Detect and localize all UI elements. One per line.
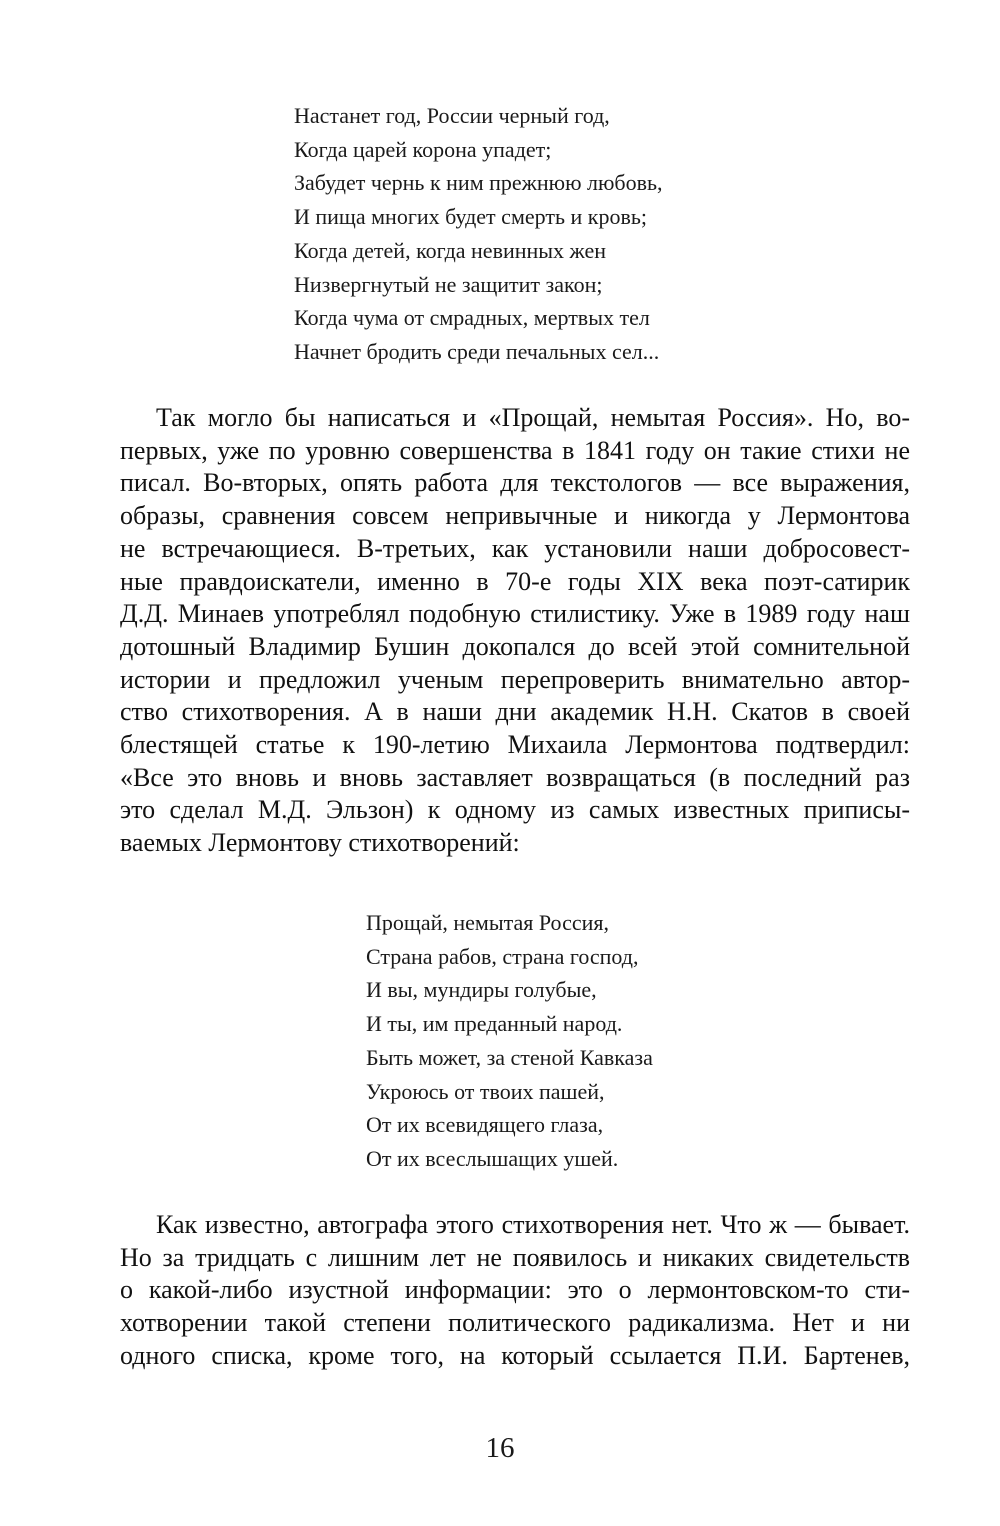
poem-line: От их всеслышащих ушей. bbox=[366, 1145, 619, 1171]
paragraph-line: ваемых Лермонтову стихотворений: bbox=[120, 828, 520, 858]
poem-line: Когда детей, когда невинных жен bbox=[294, 237, 607, 263]
paragraph-line: Как известно, автографа этого стихотворения нет. Что ж — бывает. bbox=[156, 1210, 910, 1239]
poem-line: И ты, им преданный народ. bbox=[366, 1011, 623, 1037]
paragraph-line: Но за тридцать с лишним лет не появилось и никаких свидетельств bbox=[120, 1242, 910, 1272]
paragraph-line: ные правдоискатели, именно в 70-е годы XIX века поэт-сатирик bbox=[120, 566, 910, 596]
poem-line: Низвергнутый не защитит закон; bbox=[294, 271, 603, 297]
poem-stanza-second bbox=[366, 906, 653, 1176]
poem-line: И вы, мундиры голубые, bbox=[366, 977, 597, 1003]
paragraph-line: блестящей статье к 190-летию Михаила Лермонтова подтвердил: bbox=[120, 730, 910, 760]
paragraph-line: не встречающиеся. В-третьих, как установили наши добросовест- bbox=[120, 533, 910, 563]
paragraph-line: ство стихотворения. А в наши дни академик Н.Н. Скатов в своей bbox=[120, 697, 910, 727]
page-number: 16 bbox=[485, 1432, 515, 1464]
paragraph-line: первых, уже по уровню совершенства в 1841 году он такие стихи не bbox=[120, 435, 910, 465]
poem-line: От их всевидящего глаза, bbox=[366, 1112, 604, 1138]
poem-line: Прощай, немытая Россия, bbox=[366, 910, 610, 935]
poem-line: Укроюсь от твоих пашей, bbox=[366, 1078, 605, 1104]
poem-line: И пища многих будет смерть и кровь; bbox=[294, 204, 647, 230]
paragraph-first bbox=[120, 402, 910, 860]
paragraph-line: Д.Д. Минаев употреблял подобную стилистику. Уже в 1989 году наш bbox=[120, 599, 910, 629]
poem-line: Начнет бродить среди печальных сел... bbox=[294, 338, 660, 364]
paragraph-line: писал. Во-вторых, опять работа для текстологов — все выражения, bbox=[120, 468, 910, 498]
poem-line: Страна рабов, страна господ, bbox=[366, 943, 639, 969]
poem-line: Когда царей корона упадет; bbox=[294, 136, 552, 162]
paragraph-second bbox=[120, 1209, 910, 1373]
paragraph-line: одного списка, кроме того, на который ссылается П.И. Бартенев, bbox=[120, 1340, 910, 1370]
poem-line: Когда чума от смрадных, мертвых тел bbox=[294, 305, 650, 331]
paragraph-line: истории и предложил ученым перепроверить внимательно автор- bbox=[120, 664, 910, 694]
paragraph-line: «Все это вновь и вновь заставляет возвращаться (в последний раз bbox=[120, 762, 910, 792]
poem-line: Забудет чернь к ним прежнюю любовь, bbox=[294, 170, 663, 196]
paragraph-line: это сделал М.Д. Эльзон) к одному из самых известных приписы- bbox=[120, 795, 910, 825]
poem-line: Настанет год, России черный год, bbox=[294, 103, 610, 128]
poem-line: Быть может, за стеной Кавказа bbox=[366, 1044, 653, 1070]
paragraph-line: образы, сравнения совсем непривычные и никогда у Лермонтова bbox=[120, 501, 910, 531]
paragraph-line: дотошный Владимир Бушин докопался до всей этой сомнительной bbox=[120, 631, 910, 661]
paragraph-line: Так могло бы написаться и «Прощай, немытая Россия». Но, во- bbox=[156, 403, 910, 432]
poem-stanza-first bbox=[294, 99, 663, 369]
paragraph-line: о какой-либо изустной информации: это о лермонтовском-то сти- bbox=[120, 1275, 910, 1305]
paragraph-line: хотворении такой степени политического радикализма. Нет и ни bbox=[120, 1308, 910, 1338]
